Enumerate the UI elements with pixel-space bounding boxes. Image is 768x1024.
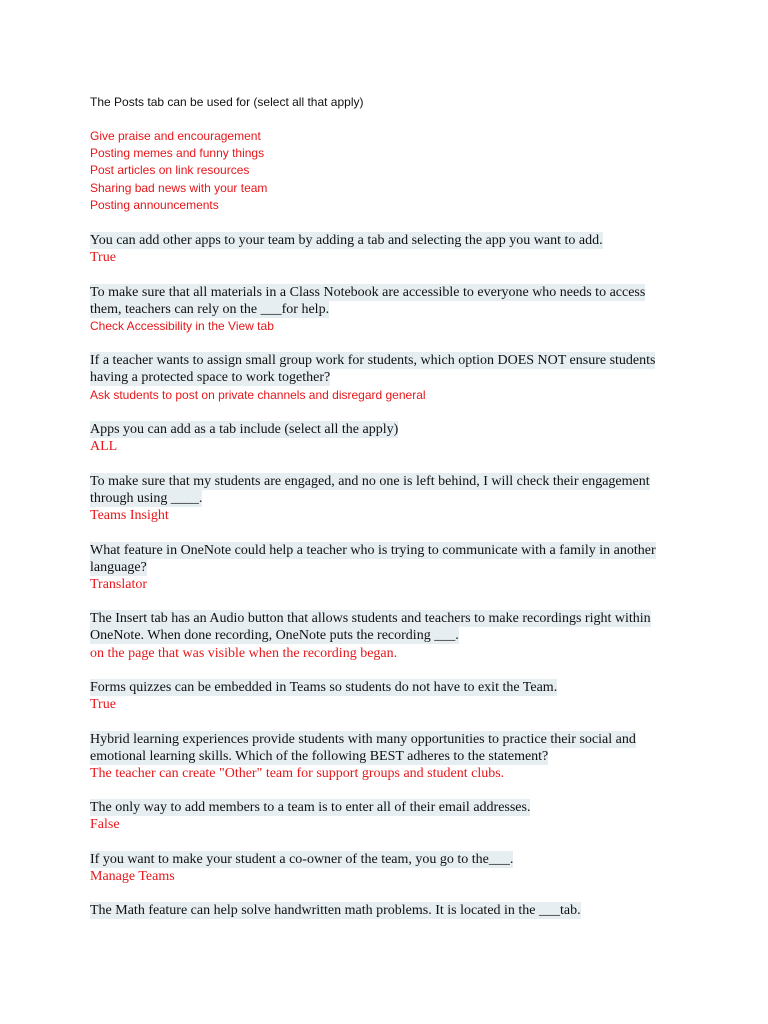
answer-posts-tab-1: Give praise and encouragement <box>90 129 261 143</box>
answer-audio: on the page that was visible when the recording began. <box>90 646 398 661</box>
question-audio-line-2: OneNote. When done recording, OneNote puts the recording ___. <box>90 628 459 643</box>
question-posts-tab: The Posts tab can be used for (select all that apply) <box>90 95 364 109</box>
question-small-group-line-2: having a protected space to work together? <box>90 370 331 385</box>
question-add-apps: You can add other apps to your team by adding a tab and selecting the app you want to add. <box>90 233 603 248</box>
answer-posts-tab-5: Posting announcements <box>90 198 219 212</box>
question-accessibility-line-1: To make sure that all materials in a Class Notebook are accessible to everyone who needs to access <box>90 285 646 300</box>
answer-small-group: Ask students to post on private channels and disregard general <box>90 388 426 402</box>
answer-engagement: Teams Insight <box>90 508 169 523</box>
answer-apps-tab: ALL <box>90 439 118 454</box>
question-add-members: The only way to add members to a team is to enter all of their email addresses. <box>90 800 531 815</box>
answer-posts-tab-4: Sharing bad news with your team <box>90 181 268 195</box>
question-engagement-line-1: To make sure that my students are engaged, and no one is left behind, I will check their engagement <box>90 474 650 489</box>
question-engagement-line-2: through using ____. <box>90 491 203 506</box>
question-accessibility-line-2: them, teachers can rely on the ___for help. <box>90 302 330 317</box>
answer-posts-tab-2: Posting memes and funny things <box>90 146 265 160</box>
question-translator-line-2: language? <box>90 560 147 575</box>
answer-posts-tab-3: Post articles on link resources <box>90 163 250 177</box>
answer-hybrid: The teacher can create "Other" team for support groups and student clubs. <box>90 766 505 781</box>
question-forms-quizzes: Forms quizzes can be embedded in Teams so students do not have to exit the Team. <box>90 680 558 695</box>
answer-accessibility: Check Accessibility in the View tab <box>90 319 274 333</box>
question-hybrid-line-1: Hybrid learning experiences provide students with many opportunities to practice their social and <box>90 732 636 747</box>
question-co-owner: If you want to make your student a co-owner of the team, you go to the___. <box>90 852 514 867</box>
question-translator-line-1: What feature in OneNote could help a teacher who is trying to communicate with a family in another <box>90 543 656 558</box>
question-audio-line-1: The Insert tab has an Audio button that allows students and teachers to make recordings right within <box>90 611 651 626</box>
answer-forms-quizzes: True <box>90 697 116 712</box>
question-small-group-line-1: If a teacher wants to assign small group work for students, which option DOES NOT ensure students <box>90 353 656 368</box>
answer-add-apps: True <box>90 250 116 265</box>
question-math-feature: The Math feature can help solve handwritten math problems. It is located in the ___tab. <box>90 903 581 918</box>
answer-add-members: False <box>90 817 120 832</box>
answer-co-owner: Manage Teams <box>90 869 175 884</box>
answer-translator: Translator <box>90 577 148 592</box>
question-apps-tab: Apps you can add as a tab include (select all the apply) <box>90 422 399 437</box>
question-hybrid-line-2: emotional learning skills. Which of the following BEST adheres to the statement? <box>90 749 549 764</box>
